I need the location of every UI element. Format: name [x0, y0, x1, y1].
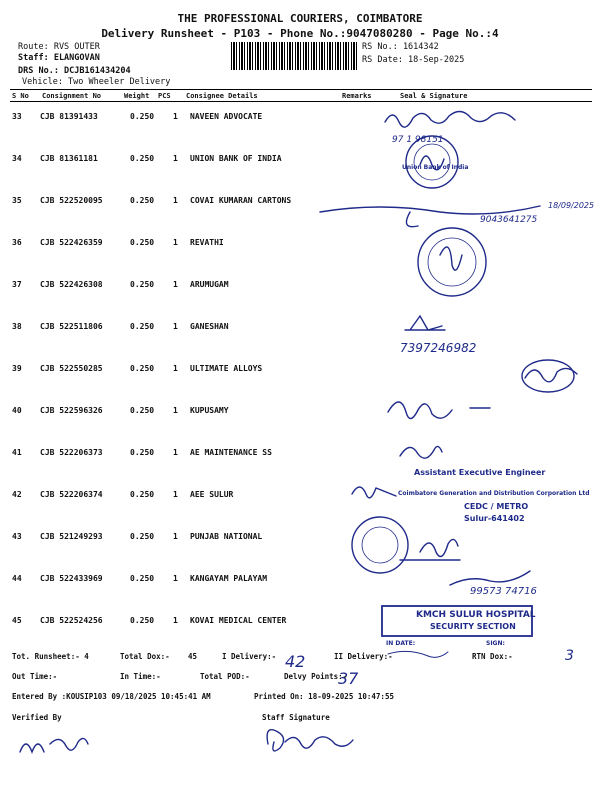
row-pcs: 1 — [173, 322, 178, 331]
row-consignee: ULTIMATE ALLOYS — [190, 364, 263, 373]
row-weight: 0.250 — [130, 112, 155, 121]
hw-44: 99573 74716 — [470, 586, 537, 597]
row-consignee: KOVAI MEDICAL CENTER — [190, 616, 287, 625]
row-pcs: 1 — [173, 154, 178, 163]
row-sno: 44 — [12, 574, 22, 583]
row-sno: 33 — [12, 112, 22, 121]
row-weight: 0.250 — [130, 154, 155, 163]
row-pcs: 1 — [173, 238, 178, 247]
stamp-45-date: IN DATE: — [386, 640, 416, 647]
row-pcs: 1 — [173, 616, 178, 625]
row-weight: 0.250 — [130, 238, 155, 247]
row-consignee: PUNJAB NATIONAL — [190, 532, 263, 541]
row-weight: 0.250 — [130, 196, 155, 205]
row-consignee: ARUMUGAM — [190, 280, 229, 289]
row-consignee: REVATHI — [190, 238, 224, 247]
row-consignee: KANGAYAM PALAYAM — [190, 574, 268, 583]
row-pcs: 1 — [173, 532, 178, 541]
signature-44 — [450, 571, 530, 585]
row-sno: 39 — [12, 364, 22, 373]
row-weight: 0.250 — [130, 490, 155, 499]
in-time-label: In Time:- — [120, 672, 161, 681]
stamp-42-line3: CEDC / METRO — [464, 502, 529, 511]
row-sno: 42 — [12, 490, 22, 499]
row-pcs: 1 — [173, 406, 178, 415]
printed-on: Printed On: 18-09-2025 10:47:55 — [254, 692, 394, 701]
row-weight: 0.250 — [130, 406, 155, 415]
row-consignee: NAVEEN ADVOCATE — [190, 112, 263, 121]
row-pcs: 1 — [173, 490, 178, 499]
delvy-points-label: Delvy Points:- — [284, 672, 348, 681]
company-title: THE PROFESSIONAL COURIERS, COIMBATORE — [177, 12, 423, 25]
row-consignment-no: CJB 522433969 — [40, 574, 103, 583]
row-consignment-no: CJB 522550285 — [40, 364, 103, 373]
total-dox-label: Total Dox:- — [120, 652, 170, 661]
staff-signature-mark — [267, 730, 353, 751]
row-sno: 35 — [12, 196, 22, 205]
rs-number: RS No.: 1614342 — [362, 42, 439, 52]
verified-signature — [20, 738, 88, 752]
hw-33: 97 1 98151 — [392, 135, 444, 145]
row-consignee: GANESHAN — [190, 322, 229, 331]
stamp-34-text: Union Bank of India — [402, 164, 469, 171]
row-consignee: KUPUSAMY — [190, 406, 229, 415]
col-consignee: Consignee Details — [186, 92, 258, 100]
row-sno: 40 — [12, 406, 22, 415]
col-remarks: Remarks — [342, 92, 372, 100]
row-consignment-no: CJB 522520095 — [40, 196, 103, 205]
row-consignment-no: CJB 522524256 — [40, 616, 103, 625]
row-consignee: AEE SULUR — [190, 490, 234, 499]
row-sno: 38 — [12, 322, 22, 331]
row-sno: 43 — [12, 532, 22, 541]
row-pcs: 1 — [173, 196, 178, 205]
col-pcs: PCS — [158, 92, 171, 100]
staff-signature-label: Staff Signature — [262, 713, 330, 722]
row-consignee: UNION BANK OF INDIA — [190, 154, 282, 163]
hw-35-date: 18/09/2025 — [548, 201, 595, 210]
signature-38 — [405, 316, 445, 330]
runsheet-subtitle: Delivery Runsheet - P103 - Phone No.:9047080280 - Page No.:4 — [101, 27, 499, 40]
row-sno: 36 — [12, 238, 22, 247]
stamp-45-line1: KMCH SULUR HOSPITAL — [416, 610, 536, 620]
hw-i-delivery: 42 — [285, 652, 306, 671]
row-consignment-no: CJB 521249293 — [40, 532, 103, 541]
drs-number: DRS No.: DCJB161434204 — [18, 66, 131, 76]
col-sno: S No — [12, 92, 29, 100]
row-consignment-no: CJB 522426359 — [40, 238, 103, 247]
row-pcs: 1 — [173, 448, 178, 457]
stamp-45-line2: SECURITY SECTION — [430, 622, 516, 631]
signature-33 — [385, 111, 515, 127]
total-dox-value: 45 — [188, 652, 198, 661]
stamp-42-line1: Assistant Executive Engineer — [414, 468, 546, 477]
row-weight: 0.250 — [130, 616, 155, 625]
row-consignee: AE MAINTENANCE SS — [190, 448, 272, 457]
vehicle-label: Vehicle: Two Wheeler Delivery — [22, 77, 171, 87]
entered-by: Entered By :KOUSIP103 09/18/2025 10:45:41 AM — [12, 692, 211, 701]
col-seal-signature: Seal & Signature — [400, 92, 468, 100]
row-pcs: 1 — [173, 364, 178, 373]
stamp-42-line4: Sulur-641402 — [464, 514, 525, 523]
stamp-ultimate — [522, 360, 574, 392]
row-pcs: 1 — [173, 112, 178, 121]
row-weight: 0.250 — [130, 280, 155, 289]
i-delivery-label: I Delivery:- — [222, 652, 277, 661]
signature-42 — [352, 487, 396, 498]
hw-35-phone: 9043641275 — [480, 215, 538, 225]
staff-label: Staff: ELANGOVAN — [18, 53, 100, 63]
row-consignment-no: CJB 81391433 — [40, 112, 98, 121]
rtn-dox-label: RTN Dox:- — [472, 652, 513, 661]
col-weight: Weight — [124, 92, 150, 100]
rs-date: RS Date: 18-Sep-2025 — [362, 55, 465, 65]
hw-rtn-dox: 3 — [565, 648, 574, 664]
row-weight: 0.250 — [130, 322, 155, 331]
tot-runsheet: Tot. Runsheet:- 4 — [12, 652, 89, 661]
hw-38-phone: 7397246982 — [400, 341, 477, 355]
row-pcs: 1 — [173, 280, 178, 289]
stamp-pnb — [352, 517, 408, 573]
row-consignment-no: CJB 522206374 — [40, 490, 103, 499]
stamp-45-sign: SIGN: — [486, 640, 505, 647]
ii-delivery-label: II Delivery:- — [334, 652, 393, 661]
row-weight: 0.250 — [130, 532, 155, 541]
row-sno: 34 — [12, 154, 22, 163]
stamp-42-line2: Coimbatore Generation and Distribution Corporation Ltd — [398, 490, 590, 497]
total-pod-label: Total POD:- — [200, 672, 250, 681]
verified-by-label: Verified By — [12, 713, 62, 722]
row-weight: 0.250 — [130, 448, 155, 457]
out-time-label: Out Time:- — [12, 672, 58, 681]
row-consignment-no: CJB 81361181 — [40, 154, 98, 163]
hw-delvy-points: 37 — [338, 669, 359, 688]
signature-41 — [400, 446, 442, 458]
col-consignment: Consignment No — [42, 92, 102, 100]
route-label: Route: RVS OUTER — [18, 42, 100, 52]
row-sno: 41 — [12, 448, 22, 457]
row-consignment-no: CJB 522206373 — [40, 448, 103, 457]
row-sno: 37 — [12, 280, 22, 289]
signature-40 — [388, 402, 490, 419]
row-weight: 0.250 — [130, 574, 155, 583]
row-consignee: COVAI KUMARAN CARTONS — [190, 196, 292, 205]
row-consignment-no: CJB 522511806 — [40, 322, 103, 331]
row-consignment-no: CJB 522426308 — [40, 280, 103, 289]
row-sno: 45 — [12, 616, 22, 625]
row-consignment-no: CJB 522596326 — [40, 406, 103, 415]
row-pcs: 1 — [173, 574, 178, 583]
row-weight: 0.250 — [130, 364, 155, 373]
